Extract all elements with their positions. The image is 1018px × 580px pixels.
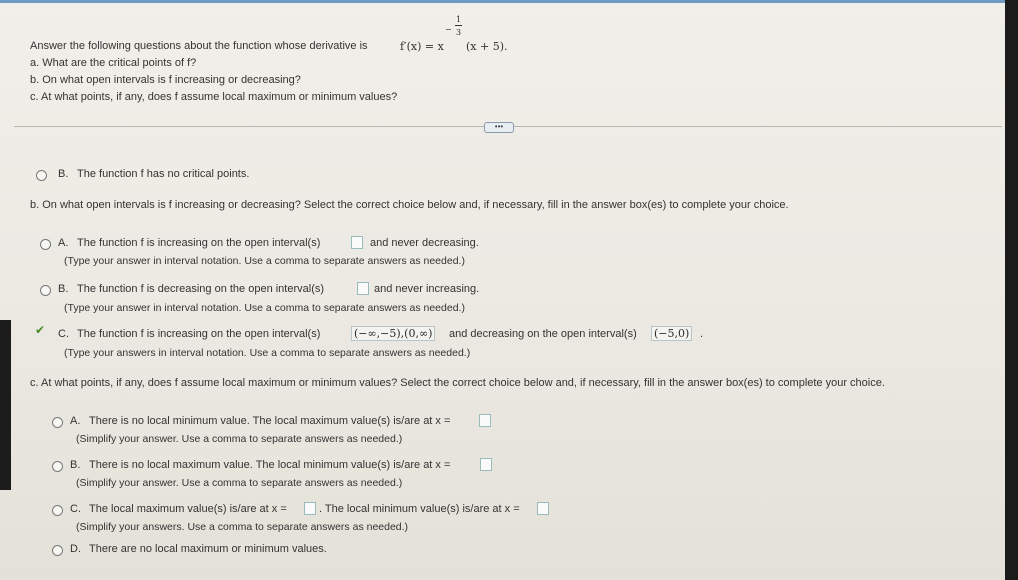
question-c: c. At what points, if any, does f assume local maximum or minimum values? [30, 91, 398, 103]
partc-option-c-letter: C. [70, 503, 81, 515]
partb-option-a-text1: The function f is increasing on the open interval(s) [77, 237, 321, 249]
partc-option-b-letter: B. [70, 459, 81, 471]
partb-option-c-text2: and decreasing on the open interval(s) [449, 328, 637, 340]
exponent-fraction-bar [455, 25, 462, 26]
radio-partc-option-c[interactable] [52, 505, 63, 516]
fprime-expression [400, 40, 444, 53]
parta-option-b-text: The function f has no critical points. [77, 168, 250, 180]
partb-option-c-letter: C. [58, 328, 69, 340]
partc-option-c-hint: (Simplify your answers. Use a comma to separate answers as needed.) [76, 521, 409, 533]
partb-prompt: b. On what open intervals is f increasing or decreasing? Select the correct choice below and, if necessary, fill in the answer box(es) to complete your choice. [30, 199, 789, 211]
radio-partc-option-d[interactable] [52, 545, 63, 556]
question-a: a. What are the critical points of f? [30, 57, 197, 69]
parta-option-b-letter: B. [58, 168, 69, 180]
partb-option-a-answer-box[interactable] [351, 236, 363, 249]
question-intro: Answer the following questions about the function whose derivative is [30, 40, 368, 52]
partb-option-c-answer-decreasing[interactable]: (−5,0) [651, 326, 692, 341]
radio-partc-option-b[interactable] [52, 461, 63, 472]
partc-option-b-hint: (Simplify your answer. Use a comma to separate answers as needed.) [76, 477, 403, 489]
partc-option-d-letter: D. [70, 543, 81, 555]
partc-option-c-max-answer-box[interactable] [304, 502, 316, 515]
radio-partb-option-a[interactable] [40, 239, 51, 250]
partb-option-b-text2: and never increasing. [374, 283, 480, 295]
partb-option-b-letter: B. [58, 283, 69, 295]
partb-option-c-text1: The function f is increasing on the open interval(s) [77, 328, 321, 340]
partb-option-c-answer-increasing[interactable]: (−∞,−5),(0,∞) [351, 326, 435, 341]
partc-option-c-min-answer-box[interactable] [537, 502, 549, 515]
fprime-rest: (x + 5). [466, 40, 508, 53]
partc-option-b-answer-box[interactable] [480, 458, 492, 471]
partc-option-c-text2: . The local minimum value(s) is/are at x = [319, 503, 520, 515]
left-edge-shadow [0, 320, 11, 490]
exponent-denominator: 3 [456, 28, 462, 37]
partc-option-c-text1: The local maximum value(s) is/are at x = [89, 503, 287, 515]
partb-option-a-hint: (Type your answer in interval notation. Use a comma to separate answers as needed.) [64, 255, 465, 267]
partb-option-a-letter: A. [58, 237, 69, 249]
partb-option-a-text2: and never decreasing. [370, 237, 479, 249]
fprime-base: f′(x) = x [400, 40, 444, 53]
partb-option-b-text1: The function f is decreasing on the open interval(s) [77, 283, 325, 295]
expand-more-button[interactable]: ••• [484, 122, 514, 133]
partb-option-c-end: . [700, 328, 704, 340]
partc-option-d-text: There are no local maximum or minimum values. [89, 543, 327, 555]
partc-option-a-answer-box[interactable] [479, 414, 491, 427]
radio-partb-option-b[interactable] [40, 285, 51, 296]
partb-option-c-hint: (Type your answers in interval notation. Use a comma to separate answers as needed.) [64, 347, 471, 359]
partc-option-a-hint: (Simplify your answer. Use a comma to separate answers as needed.) [76, 433, 403, 445]
partc-option-a-text: There is no local minimum value. The local maximum value(s) is/are at x = [89, 415, 451, 427]
question-b: b. On what open intervals is f increasing or decreasing? [30, 74, 301, 86]
partc-option-a-letter: A. [70, 415, 81, 427]
top-strip [0, 0, 1018, 3]
partb-option-b-answer-box[interactable] [357, 282, 369, 295]
exponent-numerator: 1 [456, 15, 462, 24]
radio-parta-option-b[interactable] [36, 170, 47, 181]
radio-partc-option-a[interactable] [52, 417, 63, 428]
partc-prompt: c. At what points, if any, does f assume local maximum or minimum values? Select the correct choice below and, if necessary, fill in the answer box(es) to complete your choice. [30, 377, 885, 389]
partb-option-b-hint: (Type your answer in interval notation. Use a comma to separate answers as needed.) [64, 302, 465, 314]
exponent-sign: − [445, 25, 452, 34]
checkmark-icon: ✔ [35, 323, 46, 337]
right-edge-shadow [1005, 0, 1018, 580]
partc-option-b-text: There is no local maximum value. The local minimum value(s) is/are at x = [89, 459, 451, 471]
